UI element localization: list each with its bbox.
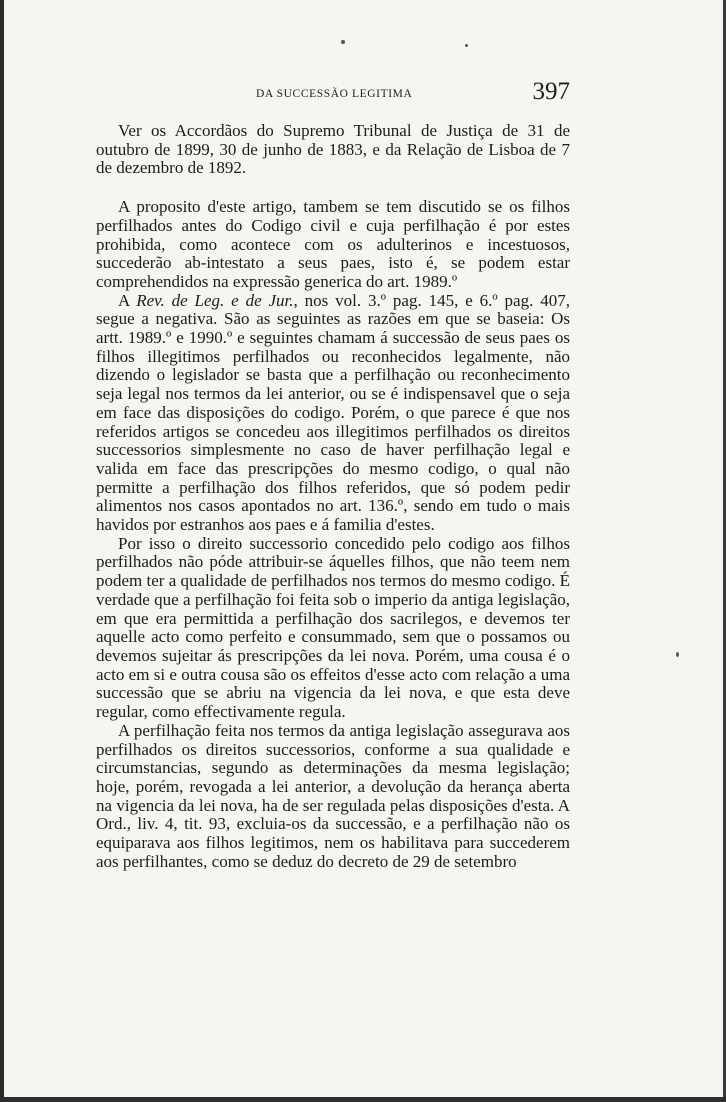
paragraph-2: A proposito d'este artigo, tambem se tem discutido se os filhos perfilhados antes do Codigo civil e cuja perfilhação é por estes prohibida, como acontece com os adulterinos e incestuosos, succederão ab-intestato a seus paes, isto é, se podem estar comprehendidos na expressão generica do art. 1989.º (96, 197, 570, 291)
paragraph-3-text: , nos vol. 3.º pag. 145, e 6.º pag. 407, segue a negativa. São as seguintes as razões em que se baseia: Os artt. 1989.º e 1990.º e seguintes chamam á successão de seus paes os filhos illegitimos perfilhados ou reconhecidos legalmente, não dizendo o legislador se basta que a perfilhação ou reconhecimento seja legal nos termos da lei anterior, ou se é indispensavel que o seja em face das disposições do codigo. Porém, o que parece é que nos referidos artigos se concedeu aos illegitimos perfilhados os direitos successorios simplesmente no caso de haver perfilhação legal e valida em face das prescripções do mesmo codigo, o qual não permitte a perfilhação dos filhos referidos, que só podem pedir alimentos nos casos apontados no art. 136.º, sendo em tudo o mais havidos por estranhos aos paes e á familia d'estes. (96, 290, 570, 535)
page-number: 397 (532, 78, 570, 105)
journal-title: Rev. de Leg. e de Jur. (136, 290, 294, 310)
scan-edge-bottom (0, 1097, 726, 1102)
scan-edge-left (0, 0, 4, 1102)
paragraph-4: Por isso o direito successorio concedido pelo codigo aos filhos perfilhados não póde attribuir-se áquelles filhos, que não teem nem podem ter a qualidade de perfilhados nos termos do mesmo codigo. É verdade que a perfilhação foi feita sob o imperio da antiga legislação, em que era permittida a perfilhação dos sacrilegos, e devemos ter aquelle acto como perfeito e consummado, sem que o possamos ou devemos sujeitar ás prescripções da lei nova. Porém, uma cousa é o acto em si e outra cousa são os effeitos d'esse acto com relação a uma successão que se abriu na vigencia da lei nova, e que esta deve regular, como effectivamente regula. (96, 533, 570, 722)
body-text (96, 122, 570, 871)
running-head (96, 72, 570, 112)
scan-speck (465, 44, 468, 47)
running-title: DA SUCCESSÃO LEGITIMA (256, 88, 413, 100)
paragraph-5: A perfilhação feita nos termos da antiga legislação assegurava aos perfilhados os direitos successorios, conforme a sua qualidade e circumstancias, segundo as determinações da mesma legislação; hoje, porém, revogada a lei anterior, a devolução da herança aberta na vigencia da lei nova, ha de ser regulada pelas disposições d'esta. A Ord., liv. 4, tit. 93, excluia-os da successão, e a perfilhação não os equiparava aos filhos legitimos, nem os habilitava para succederem aos perfilhantes, como se deduz do decreto de 29 de setembro (96, 720, 570, 871)
paragraph-3-lead: A (118, 290, 130, 310)
paragraph-3 (96, 292, 570, 535)
scan-speck (341, 40, 345, 44)
paragraph-1: Ver os Accordãos do Supremo Tribunal de Justiça de 31 de outubro de 1899, 30 de junho de 1883, e da Relação de Lisboa de 7 de dezembro de 1892. (96, 121, 570, 178)
scan-speck (676, 652, 679, 657)
